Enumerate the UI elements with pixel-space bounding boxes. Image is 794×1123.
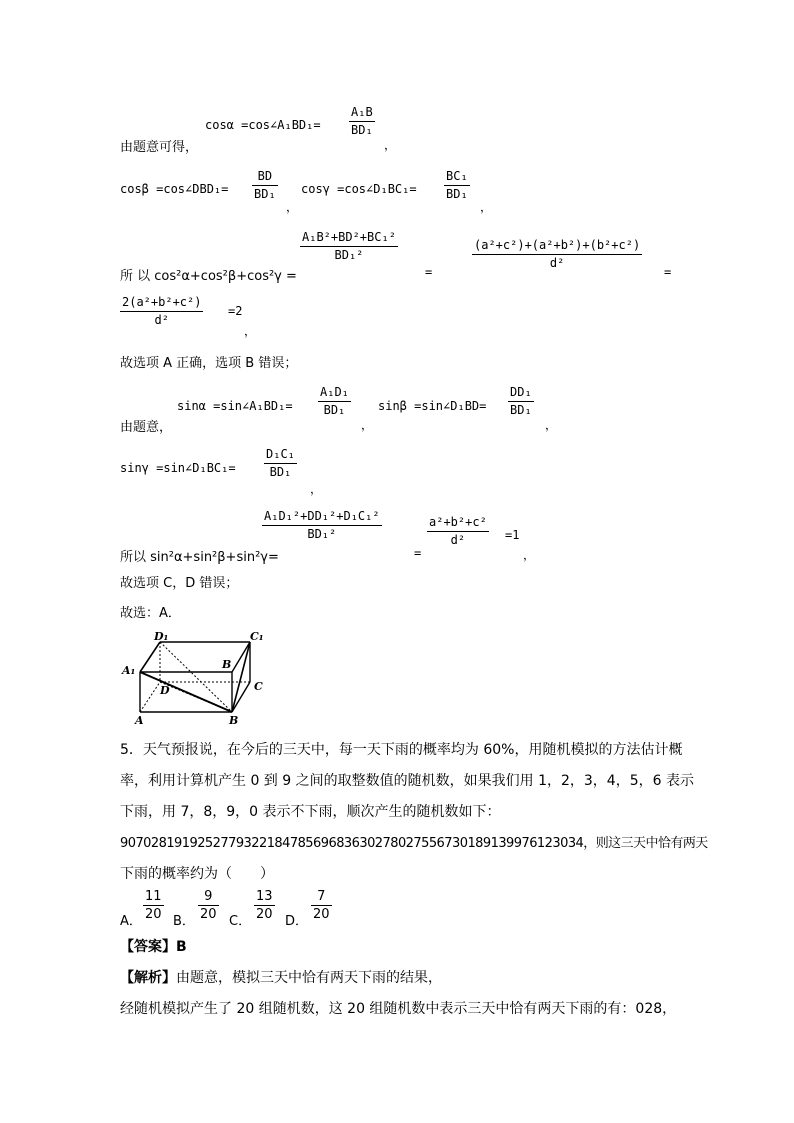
label-a: A [135,714,144,727]
conclusion-2: 故选项 C，D 错误； [120,576,239,591]
sin-beta-tail: ， [545,418,558,432]
q5-line2: 率，利用计算机产生 0 到 9 之间的取整数值的随机数，如果我们用 1，2，3，4，5，6 表示 [120,773,694,789]
analysis-line [120,967,442,987]
cos-gamma-fraction [444,168,470,203]
sum-sin-frac1-den: BD₁² [307,527,337,541]
cos-beta-fraction [252,168,278,203]
cos-beta-num: BD [252,168,278,186]
label-a1: A₁ [122,664,136,677]
label-d1: D₁ [154,630,169,643]
sum-cos-tail: ， [244,324,257,338]
sum-cos-frac1-num: A₁B²+BD²+BC₁² [300,229,398,247]
q5-line5: 下雨的概率约为（ ） [120,866,274,882]
sum-cos-eq2: = [664,265,672,279]
cos-alpha-den: BD₁ [351,123,373,137]
sum-cos-eq1: = [425,265,433,279]
cos-gamma-tail: ， [480,200,493,214]
option-a-num: 11 [145,889,162,904]
sin-gamma-tail: ， [310,482,323,496]
sum-sin-frac1-num: A₁D₁²+DD₁²+D₁C₁² [262,508,382,526]
option-d-den: 20 [313,907,330,922]
sum-cos-frac1-den: BD₁² [334,248,364,262]
conclusion-1: 故选项 A 正确，选项 B 错误； [120,356,298,371]
sin-beta-fraction [508,384,534,419]
sum-sin-result: =1 [505,528,520,542]
cos-gamma-den: BD₁ [446,187,468,201]
cos-alpha-fraction [349,104,375,139]
label-b: B [229,714,239,727]
sum-sin-frac1 [262,508,382,543]
sin-alpha-sep: ， [361,418,374,432]
option-c-letter: C． [229,914,252,929]
sum-cos-frac1 [300,229,398,264]
label-b-top: B [222,658,232,671]
option-a-den: 20 [145,907,162,922]
sin-gamma-den: BD₁ [269,465,292,479]
sin-gamma-fraction [264,446,297,481]
sin-beta-den: BD₁ [510,403,532,417]
sin-alpha-fraction [318,384,351,419]
cos-beta-den: BD₁ [254,187,276,201]
sum-sin-frac2-num: a²+b²+c² [427,514,489,532]
option-d-fraction [311,888,332,923]
q5-line1: 5．天气预报说，在今后的三天中，每一天下雨的概率均为 60%，用随机模拟的方法估计概 [120,742,683,758]
conclusion-3: 故选：A． [120,606,181,621]
sin-alpha-den: BD₁ [323,403,346,417]
block1-prefix: 由题意可得， [120,140,199,155]
option-d-letter: D． [285,914,309,929]
sum-cos-frac2 [472,237,642,272]
sum-cos-frac2-den: d² [549,256,565,270]
sum-sin-eq1: = [414,546,422,560]
sin-beta-num: DD₁ [508,384,534,402]
option-b-den: 20 [200,907,217,922]
sum-cos-frac3-den: d² [154,313,169,327]
label-d: D [160,684,170,697]
block3-prefix: 所 以 cos²α+cos²β+cos²γ = [120,269,297,284]
option-c-den: 20 [256,907,273,922]
sin-gamma-num: D₁C₁ [264,446,297,464]
answer: 【答案】B [120,939,187,955]
sum-cos-result: =2 [228,304,243,318]
label-c1: C₁ [250,630,264,643]
cos-gamma-lhs: cosγ =cos∠D₁BC₁= [301,182,417,196]
label-c: C [254,680,263,693]
option-b-num: 9 [198,888,219,906]
option-b-fraction [198,888,219,923]
option-c-num: 13 [256,889,273,904]
option-a-letter: A． [120,914,142,929]
last-line: 经随机模拟产生了 20 组随机数，这 20 组随机数中表示三天中恰有两天下雨的有：028， [120,1001,677,1017]
cos-alpha-num: A₁B [349,104,375,122]
option-d-num: 7 [311,888,332,906]
block4-prefix: 由题意， [120,420,173,435]
option-b-letter: B． [173,914,195,929]
option-a-fraction [143,888,164,923]
sin-alpha-num: A₁D₁ [318,384,351,402]
sum-sin-frac2 [427,514,489,549]
q5-line4: 907028191925277932218478569683630278027556730189139976123034，则这三天中恰有两天 [120,836,708,851]
sum-cos-frac3-num: 2(a²+b²+c²) [120,294,203,312]
sum-sin-tail: ， [523,548,536,562]
cos-beta-lhs: cosβ =cos∠DBD₁= [120,182,229,196]
sum-cos-frac3 [120,294,203,329]
cos-alpha-tail: ， [384,138,397,152]
analysis-label: 【解析】 [120,970,176,986]
option-c-fraction [254,888,275,923]
sin-beta-lhs: sinβ =sin∠D₁BD= [378,399,487,413]
cuboid-figure [118,630,278,730]
analysis-text: 由题意，模拟三天中恰有两天下雨的结果， [176,970,442,986]
sum-cos-frac2-num: (a²+c²)+(a²+b²)+(b²+c²) [472,237,642,255]
cos-alpha-lhs: cosα =cos∠A₁BD₁= [205,118,321,132]
sin-gamma-lhs: sinγ =sin∠D₁BC₁= [120,461,236,475]
q5-line3: 下雨，用 7，8，9，0 表示不下雨，顺次产生的随机数如下： [120,804,501,820]
sum-sin-frac2-den: d² [450,533,466,547]
cos-gamma-num: BC₁ [444,168,470,186]
cos-beta-sep: ， [286,200,299,214]
sin-alpha-lhs: sinα =sin∠A₁BD₁= [177,399,293,413]
block6-prefix: 所以 sin²α+sin²β+sin²γ= [120,550,279,565]
